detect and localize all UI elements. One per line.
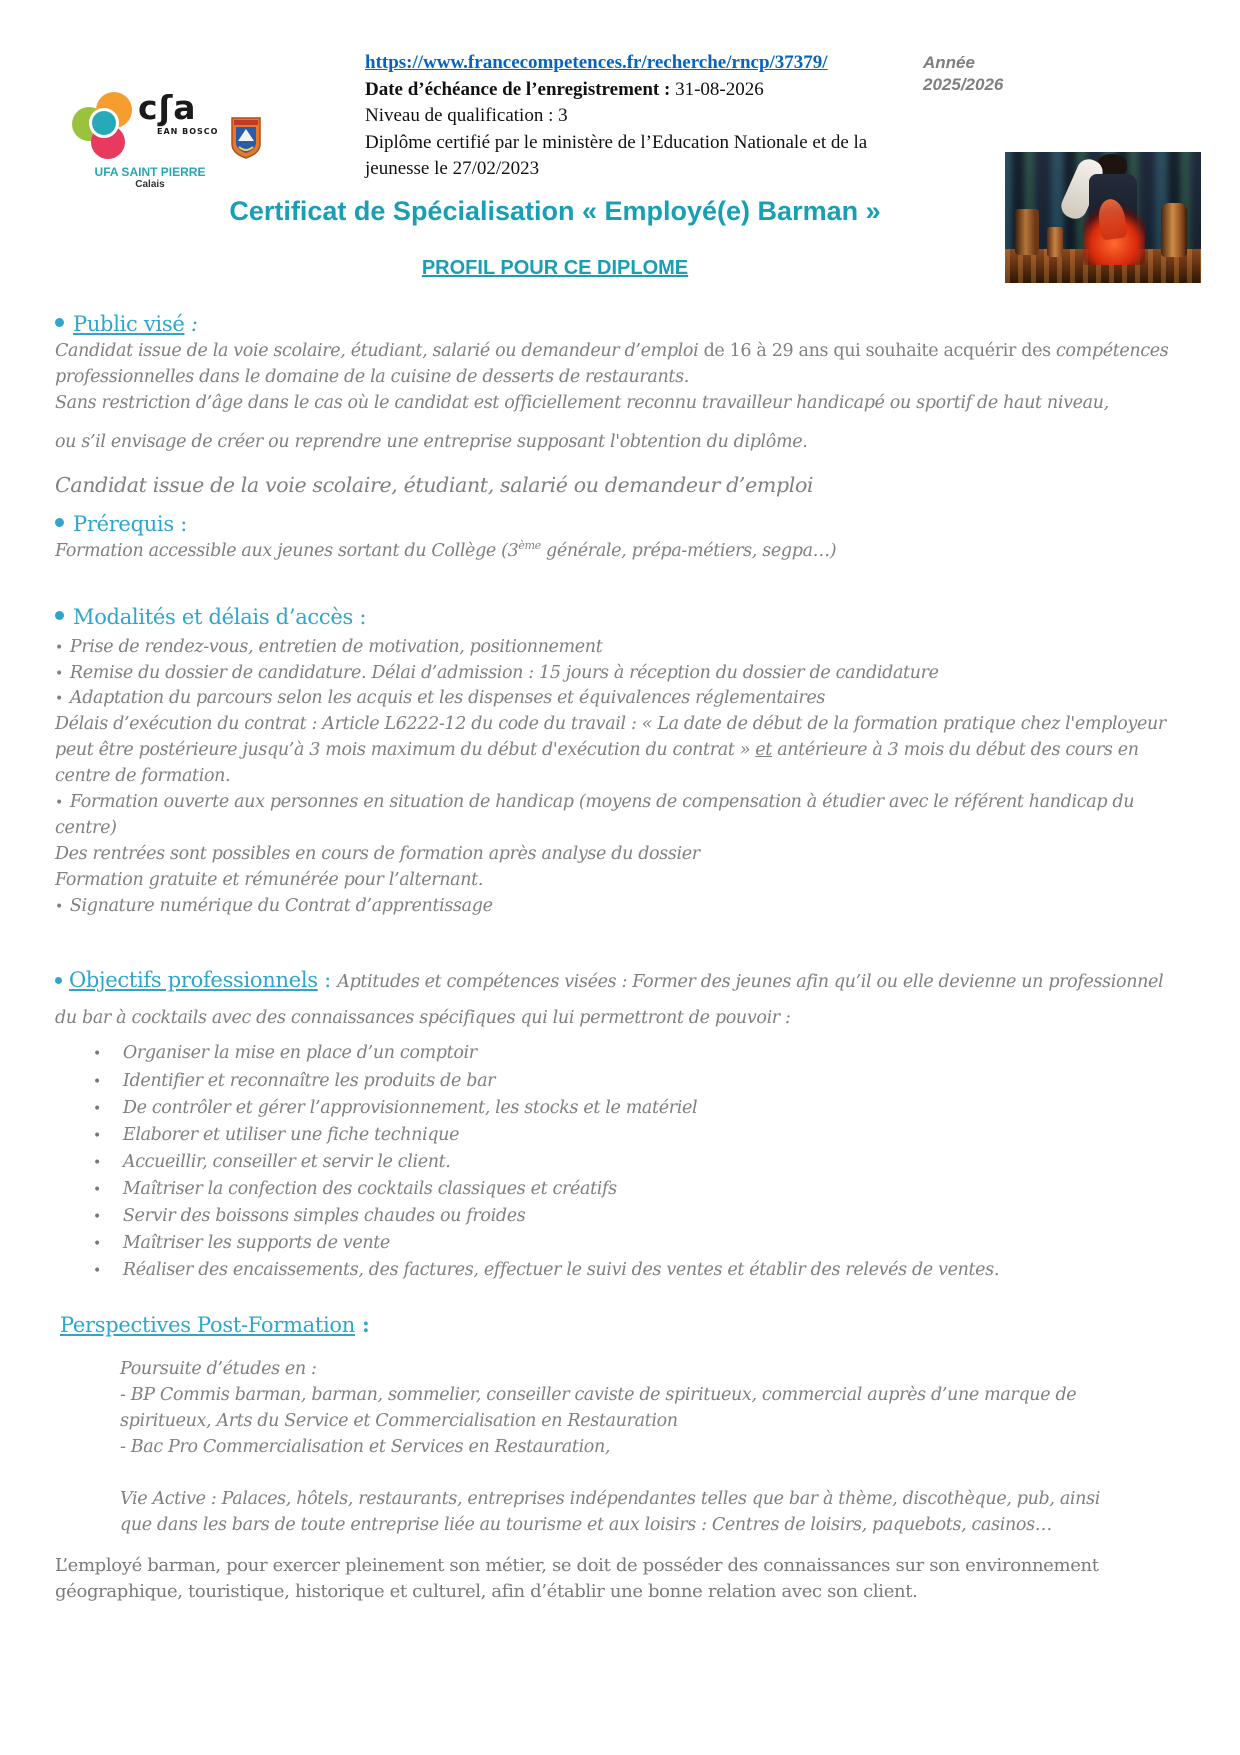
vie-active-paragraph: Vie Active : Palaces, hôtels, restaurants, entreprises indépendantes telles que bar à thème, discothèque, pub, ainsi que dans les bars de toute entreprise liée au tourisme et aux loisirs : Centres de loisirs, paquebots, casinos… [120,1488,1100,1535]
bullet-dot-icon [55,611,64,620]
delais-run2: antérieure à 3 mois du début des cours en centre de formation. [55,740,1139,787]
modalites-bullet-2: • Remise du dossier de candidature. Délai d’admission : 15 jours à réception du dossier de candidature [55,661,1185,687]
objectifs-item: • Accueillir, conseiller et servir le client. [93,1151,1185,1174]
rncp-link[interactable]: https://www.francecompetences.fr/recherche/rncp/37379/ [365,52,828,73]
objectifs-item: • Maîtriser les supports de vente [93,1232,1185,1255]
modalites-bullet-3: • Adaptation du parcours selon les acquis et les dispenses et équivalences réglementaires [55,686,1185,712]
deadline-value: 31-08-2026 [675,79,764,101]
objectifs-item: • Servir des boissons simples chaudes ou froides [93,1205,1185,1228]
modalites-bullet-handicap: • Formation ouverte aux personnes en situation de handicap (moyens de compensation à étudier avec le référent handicap du centre) [55,790,1185,842]
header-info [365,50,930,182]
logo-brand-subtext: EAN BOSCO [157,127,219,136]
registration-deadline [365,77,930,103]
logo-city: Calais [135,179,165,190]
certification-note: Diplôme certifié par le ministère de l’Education Nationale et de la jeunesse le 27/02/2023 [365,131,868,179]
public-vise-standalone: Candidat issue de la voie scolaire, étudiant, salarié ou demandeur d’emploi [55,472,814,497]
profile-subtitle-text: PROFIL POUR CE DIPLOME [421,257,689,279]
modalites-line-rentrees: Des rentrées sont possibles en cours de formation après analyse du dossier [55,843,700,864]
closing-paragraph: L’employé barman, pour exercer pleinement son métier, se doit de posséder des connaissances sur son environnement géographique, touristique, historique et culturel, afin d’établir une bonne relation avec son client. [55,1554,1099,1603]
public-vise-label: Public visé [73,312,185,336]
objectifs-intro: Aptitudes et compétences visées : Former des jeunes afin qu’il ou elle devienne un professionnel du bar à cocktails avec des connaissances spécifiques qui lui permettront de pouvoir : [55,972,1164,1029]
objectifs-list [55,1042,1185,1282]
perspectives-poursuite-block [120,1357,1100,1538]
modalites-bullet-1: • Prise de rendez-vous, entretien de motivation, positionnement [55,635,1185,661]
prerequis-sup: ème [518,538,541,552]
section-heading-perspectives [60,1312,1185,1337]
p1-run2: de 16 à 29 ans qui souhaite acquérir des [703,341,1056,361]
modalites-bullet-signature: • Signature numérique du Contrat d’apprentissage [55,894,1185,920]
perspectives-label: Perspectives Post-Formation [60,1313,355,1338]
document-body [55,196,1185,1606]
prerequis-paragraph [55,538,1185,565]
public-vise-paragraph-3: ou s’il envisage de créer ou reprendre une entreprise supposant l'obtention du diplôme. [55,431,808,452]
objectifs-item: • De contrôler et gérer l’approvisionnement, les stocks et le matériel [93,1097,1185,1120]
section-heading-public-vise [55,312,1185,336]
prerequis-run2: générale, prépa-métiers, segpa…) [540,540,837,561]
page-title: Certificat de Spécialisation « Employé(e) Barman » [229,196,881,226]
logo-org-name: UFA SAINT PIERRE [94,165,206,179]
objectifs-item: • Elaborer et utiliser une fiche technique [93,1124,1185,1147]
bullet-dot-icon [55,518,64,527]
perspectives-colon: : [354,1312,370,1338]
poursuite-bp-line: - BP Commis barman, barman, sommelier, conseiller caviste de spiritueux, commercial auprès d’une marque de spiritueux, Arts du Service et Commercialisation en Restauration [120,1385,1077,1432]
objectifs-label: Objectifs professionnels [69,968,318,993]
qualification-level: Niveau de qualification : 3 [365,105,568,127]
profile-subtitle [55,257,1055,280]
modalites-line-gratuite: Formation gratuite et rémunérée pour l’alternant. [55,869,484,890]
public-vise-paragraph-1 [55,339,1185,391]
public-vise-paragraph-2: Sans restriction d’âge dans le cas où le candidat est officiellement reconnu travailleur handicapé ou sportif de haut niveau, [55,392,1109,413]
objectifs-colon: : [317,968,338,993]
section-objectifs [55,959,1185,1036]
prerequis-run1: Formation accessible aux jeunes sortant du Collège (3 [55,540,519,561]
year-label: Année [923,53,975,72]
modalites-delais-paragraph [55,712,1185,790]
section-heading-prerequis [55,512,1185,536]
objectifs-item: • Réaliser des encaissements, des factures, effectuer le suivi des ventes et établir des relevés de ventes. [93,1259,1185,1282]
delais-et-underlined: et [755,740,772,761]
section-heading-modalites [55,605,1185,629]
modalites-label: Modalités et délais d’accès : [73,604,367,629]
year-value: 2025/2026 [923,75,1004,95]
objectifs-item: • Organiser la mise en place d’un comptoir [93,1042,1185,1065]
logo-brand-text: cʃa [138,88,197,127]
bullet-dot-icon [55,977,62,984]
deadline-label: Date d’échéance de l’enregistrement : [365,79,676,101]
logo-circle-teal-icon [89,108,119,138]
objectifs-item: • Maîtriser la confection des cocktails classiques et créatifs [93,1178,1185,1201]
p1-run3: compétences professionnelles dans le domaine de la cuisine de desserts de restaurants. [55,341,1169,387]
objectifs-item: • Identifier et reconnaître les produits de bar [93,1070,1185,1093]
p1-run1: Candidat issue de la voie scolaire, étudiant, salarié ou demandeur d’emploi [55,341,704,361]
bullet-dot-icon [55,318,64,327]
poursuite-title: Poursuite d’études en : [120,1359,317,1380]
delais-run1: Délais d’exécution du contrat : Article L6222-12 du code du travail : « La date de début de la formation pratique chez l'employeur peut être postérieure jusqu’à 3 mois maximum du début d'exécution du contrat » [55,714,1166,761]
saint-pierre-crest-icon [231,117,261,159]
school-year [923,52,1033,96]
prerequis-label: Prérequis : [73,511,187,536]
poursuite-bacpro-line: - Bac Pro Commercialisation et Services en Restauration, [120,1436,611,1457]
public-vise-colon: : [184,312,198,336]
